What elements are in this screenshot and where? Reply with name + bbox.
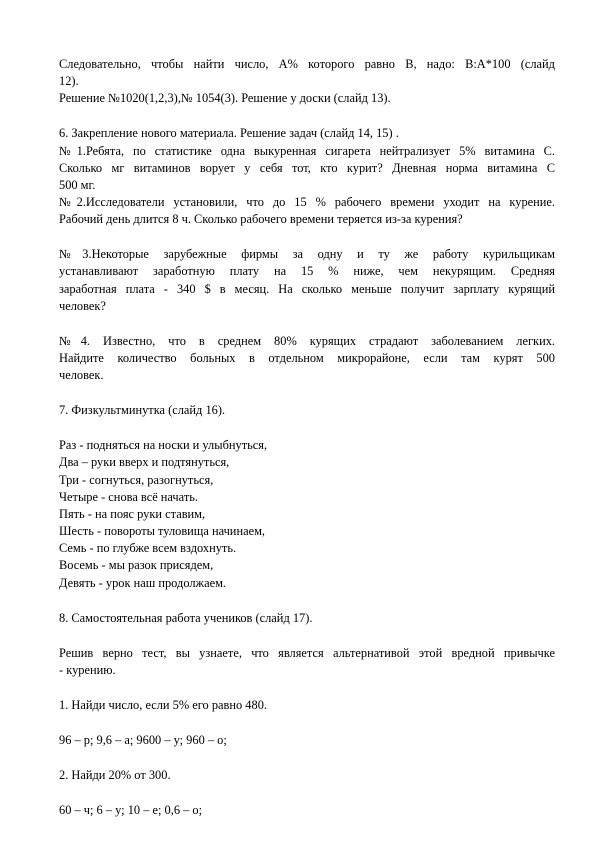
paragraph-spacer [59,384,555,402]
text-line: 2. Найди 20% от 300. [59,767,171,782]
text-line: Три - согнуться, разогнуться, [59,472,214,487]
paragraph-spacer [59,679,555,697]
text-line: Раз - подняться на носки и улыбнуться, [59,438,268,453]
text-line: человек? [59,298,106,313]
text-line: Решение №1020(1,2,3),№ 1054(3). Решение у доски (слайд 13). [59,91,391,106]
text-line: Восемь - мы разок присядем, [59,558,214,573]
text-line: Решив верно тест, вы узнаете, что является альтернативой этой вредной привычке [59,645,555,660]
text-line: - курению. [59,662,116,677]
paragraph-spacer [59,749,555,767]
text-line: 500 мг. [59,177,96,192]
text-line: человек. [59,368,104,383]
text-line: №2.Исследователи установили, что до 15 % рабочего времени уходит на курение. [59,195,555,210]
text-line: Девять - урок наш продолжаем. [59,575,227,590]
paragraph-spacer [59,315,555,333]
document-page [59,56,555,819]
paragraph-spacer [59,714,555,732]
paragraph-spacer [59,784,555,802]
paragraph-spacer [59,592,555,610]
text-line: устанавливают заработную плату на 15 % ниже, чем некурящим. Средняя [59,264,555,279]
text-line: 7. Физкультминутка (слайд 16). [59,403,226,418]
paragraph-spacer [59,419,555,437]
text-line: Четыре - снова всё начать. [59,489,199,504]
text-line: Найдите количество больных в отдельном микрорайоне, если там курят 500 [59,351,555,366]
text-line: Рабочий день длится 8 ч. Сколько рабочего времени теряется из-за курения? [59,212,463,227]
text-line: Семь - по глубже всем вздохнуть. [59,541,237,556]
text-line: №4. Известно, что в среднем 80% курящих страдают заболеванием легких. [59,333,555,348]
text-line: Сколько мг витаминов ворует у себя тот, кто курит? Дневная норма витамина С [59,160,555,175]
paragraph-spacer [59,108,555,126]
text-line: Следовательно, чтобы найти число, А% которого равно В, надо: В:А*100 (слайд [59,57,555,71]
text-line: 96 – р; 9,6 – а; 9600 – у; 960 – о; [59,732,227,747]
text-line: 8. Самостоятельная работа учеников (слайд 17). [59,610,313,625]
text-line: 12). [59,74,79,89]
text-line: №3.Некоторые зарубежные фирмы за одну и ту же работу курильщикам [59,247,555,262]
text-line: №1.Ребята, по статистике одна выкуренная сигарета нейтрализует 5% витамина С. [59,143,555,158]
paragraph-spacer [59,627,555,645]
text-line: 60 – ч; 6 – у; 10 – е; 0,6 – о; [59,802,203,817]
text-line: Пять - на пояс руки ставим, [59,506,206,521]
text-line: Два – руки вверх и подтянуться, [59,455,230,470]
text-line: 1. Найди число, если 5% его равно 480. [59,697,267,712]
text-line: заработная плата - 340 $ в месяц. На сколько меньше получит зарплату курящий [59,281,555,296]
paragraph-spacer [59,228,555,246]
text-line: 6. Закрепление нового материала. Решение задач (слайд 14, 15) . [59,126,399,141]
text-line: Шесть - повороты туловища начинаем, [59,524,266,539]
